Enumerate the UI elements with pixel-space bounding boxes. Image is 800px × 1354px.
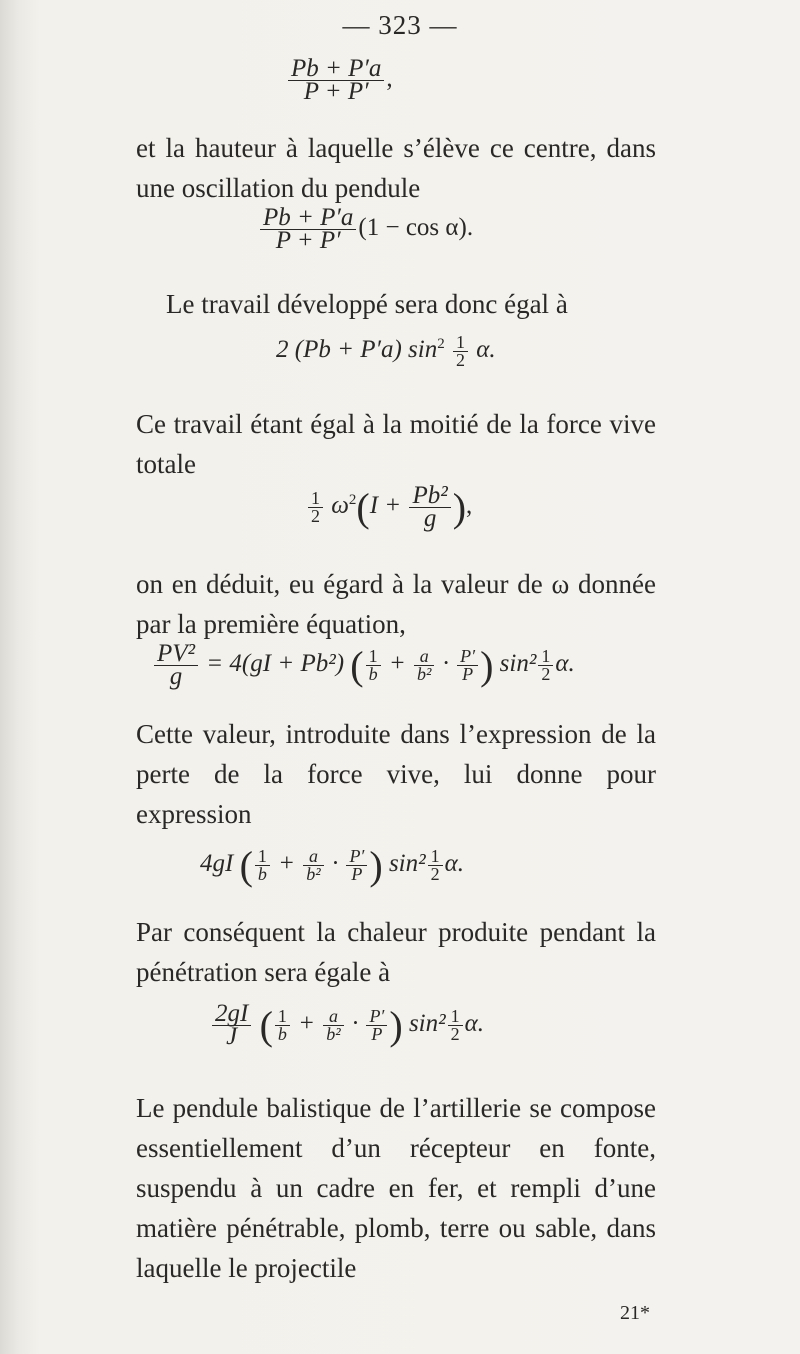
- frac-e: P′: [457, 648, 478, 666]
- formula-6: 4gI ( $\frac{1}{b}$ + $\frac{a}{\text{b²}}$ · $\frac{P'}{P}$ ) sin² $\frac{1}{2}$ α.: [200, 843, 464, 888]
- half-numerator: 1: [308, 490, 323, 508]
- frac-a: 1: [275, 1008, 290, 1026]
- sin-squared: sin²: [408, 1010, 446, 1038]
- paragraph-2: Le travail développé sera donc égal à: [166, 289, 568, 319]
- formula-tail: α.: [444, 850, 464, 878]
- formula-denominator: g: [423, 505, 437, 532]
- formula-mid: = 4(gI + Pb²): [206, 650, 345, 678]
- frac-f: P: [351, 864, 363, 884]
- formula-3: 2 (Pb + P′a) $\sin^2$ $\frac{1}{2}$ α.: [276, 332, 496, 370]
- formula-denominator: P + P′: [275, 227, 341, 254]
- formula-tail: ,: [386, 65, 393, 93]
- frac-e: P′: [346, 848, 367, 866]
- frac-e: P′: [366, 1008, 387, 1026]
- frac-d: b²: [416, 664, 432, 684]
- formula-7: $\frac{2gI}{J}$ ( $\frac{1}{b}$ + $\frac{a}{\text{b²}}$ · $\frac{P'}{P}$ ) sin² $\frac{1}{2}$ α.: [210, 1002, 484, 1049]
- formula-denominator: g: [169, 663, 183, 690]
- frac-f: P: [462, 664, 474, 684]
- formula-tail: ,: [466, 492, 473, 520]
- formula-tail: α.: [464, 1010, 484, 1038]
- frac-b: b: [368, 664, 378, 684]
- frac-b: b: [257, 864, 267, 884]
- formula-tail: (1 − cos α).: [358, 214, 474, 242]
- formula-numerator: PV²: [154, 643, 198, 666]
- sin-squared: sin²: [388, 850, 426, 878]
- formula-lead: 2 (Pb + P′a) sin: [276, 336, 438, 364]
- formula-tail: α.: [476, 336, 496, 364]
- formula-numerator: 2gI: [212, 1003, 251, 1026]
- paragraph-5: Cette valeur, introduite dans l’expression de la perte de la force vive, lui donne pour expression: [136, 719, 656, 829]
- formula-numerator: Pb + P′a: [288, 58, 384, 81]
- paragraph-7: Le pendule balistique de l’artillerie se compose essentiellement d’un récepteur en fonte, suspendu à un cadre en fer, et rempli d’une matière pénétrable, plomb, terre ou sable, dans laquelle le projectile: [136, 1093, 656, 1283]
- half-denominator: 2: [311, 506, 320, 526]
- signature-mark: 21*: [620, 1302, 650, 1324]
- formula-lead: 4gI: [200, 850, 234, 878]
- formula-2: [258, 204, 474, 254]
- formula-1: [286, 55, 393, 105]
- page-number: — 323 —: [342, 10, 458, 40]
- frac-c: a: [414, 648, 434, 666]
- frac-f: P: [371, 1024, 383, 1044]
- formula-5: $\frac{\text{PV²}}{g}$ = 4(gI + Pb²) ( $\frac{1}{b}$ + $\frac{a}{\text{b²}}$ · $\frac{P'}{P}$ ) sin² $\frac{1}{2}$ α.: [152, 642, 575, 689]
- half-denominator: 2: [455, 350, 465, 370]
- frac-b: b: [277, 1024, 287, 1044]
- formula-denominator: P + P′: [303, 78, 369, 105]
- formula-denominator: J: [226, 1023, 238, 1050]
- frac-d: b²: [326, 1024, 341, 1044]
- frac-a: 1: [366, 648, 381, 666]
- frac-d: b²: [306, 864, 321, 884]
- frac-a: 1: [255, 848, 270, 866]
- formula-numerator: Pb + P′a: [260, 207, 356, 230]
- formula-4: $\frac{1}{2}$ $\omega^2(I$ + $\frac{\text{Pb²}}{g}$ ),: [306, 484, 472, 531]
- paragraph-4: on en déduit, eu égard à la valeur de ω donnée par la première équation,: [136, 569, 656, 639]
- paragraph-1: et la hauteur à laquelle s’élève ce centre, dans une oscillation du pendule: [136, 133, 656, 203]
- formula-inner: I +: [369, 492, 408, 520]
- paragraph-3: Ce travail étant égal à la moitié de la force vive totale: [136, 409, 656, 479]
- paragraph-6: Par conséquent la chaleur produite pendant la pénétration sera égale à: [136, 917, 656, 987]
- sin-squared: sin²: [499, 650, 537, 678]
- frac-c: a: [303, 848, 323, 866]
- omega-symbol: ω: [331, 492, 349, 520]
- frac-c: a: [323, 1008, 343, 1026]
- formula-tail: α.: [555, 650, 575, 678]
- formula-numerator: Pb²: [409, 485, 450, 508]
- half-numerator: 1: [453, 334, 468, 352]
